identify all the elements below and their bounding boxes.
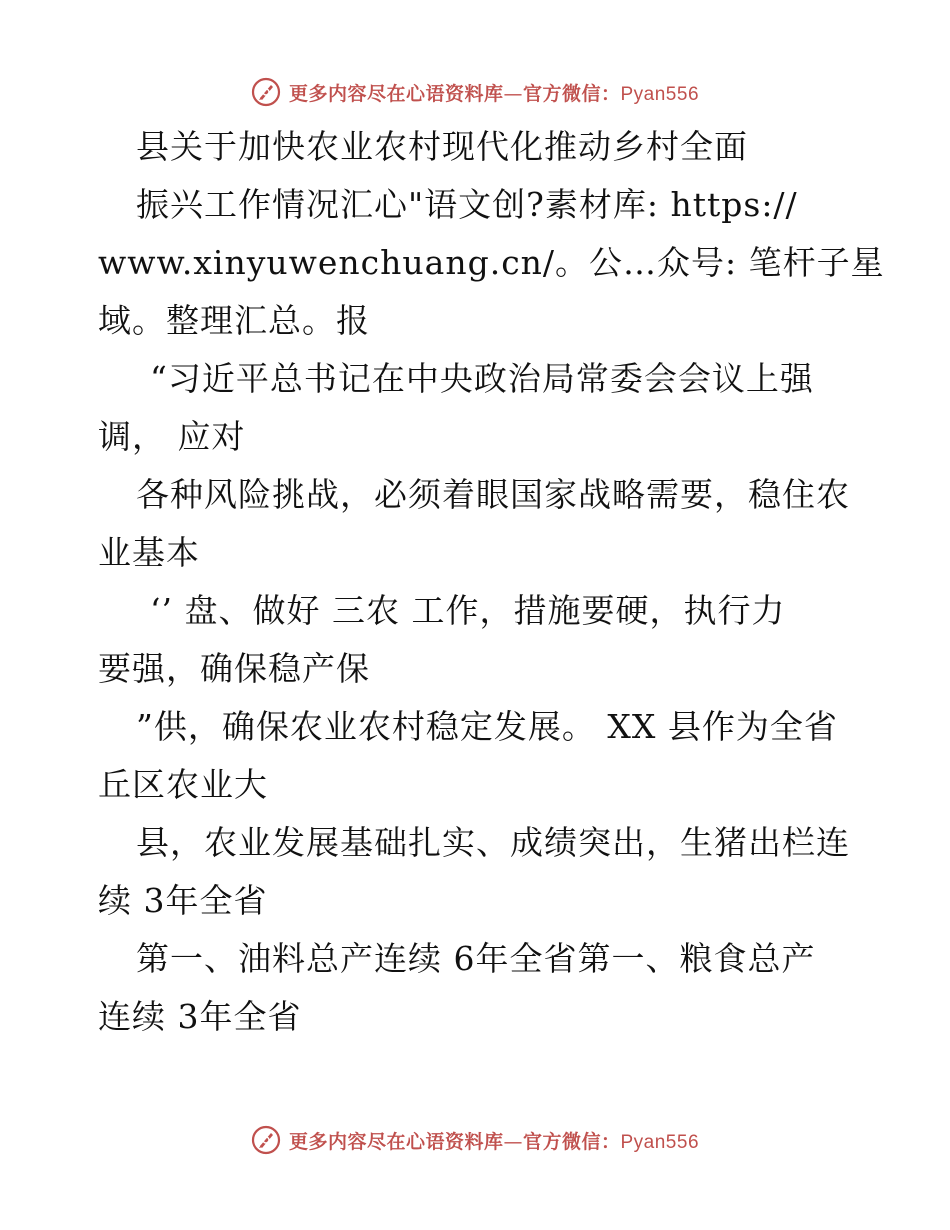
title-line-1: 县关于加快农业农村现代化推动乡村全面 [136, 127, 748, 166]
paragraph-line-13: 县，农业发展基础扎实、成绩突出，生猪出栏连 [136, 823, 850, 862]
header-banner-id: Pyan556 [620, 83, 700, 105]
paragraph-line-5: “习近平总书记在中央政治局常委会会议上强 [150, 359, 814, 398]
header-banner [0, 70, 950, 114]
paragraph-line-14: 续 3年全省 [98, 881, 268, 920]
footer-banner [0, 1118, 950, 1162]
title-line-3: www.xinyuwenchuang.cn/。公…众号: 笔杆子星 [98, 243, 885, 282]
paragraph-line-8: 业基本 [98, 533, 200, 572]
quill-logo-icon [251, 77, 281, 107]
header-banner-dash: — [503, 82, 523, 105]
footer-banner-dash: — [503, 1130, 523, 1153]
paragraph-line-15: 第一、油料总产连续 6年全省第一、粮食总产 [136, 939, 816, 978]
paragraph-line-12: 丘区农业大 [98, 765, 268, 804]
paragraph-line-16: 连续 3年全省 [98, 997, 302, 1036]
footer-banner-text [289, 1127, 699, 1154]
title-line-4: 域。整理汇总。报 [98, 301, 370, 340]
paragraph-line-10: 要强，确保稳产保 [98, 649, 370, 688]
quill-logo-icon [251, 1125, 281, 1155]
header-banner-title: 更多内容尽在心语资料库 [288, 82, 504, 105]
footer-banner-title: 更多内容尽在心语资料库 [288, 1130, 504, 1153]
document-body [98, 118, 885, 1046]
paragraph-line-11: ”供，确保农业农村稳定发展。 XX 县作为全省 [136, 707, 838, 746]
paragraph-line-9: ‘’ 盘、做好 三农 工作，措施要硬，执行力 [150, 591, 786, 630]
footer-banner-id: Pyan556 [620, 1131, 700, 1153]
paragraph-line-7: 各种风险挑战，必须着眼国家战略需要，稳住农 [136, 475, 850, 514]
title-line-2: 振兴工作情况汇心"语文创?素材库: https:// [136, 185, 798, 224]
paragraph-line-6: 调， 应对 [98, 417, 246, 456]
footer-banner-wechat: 官方微信： [522, 1130, 621, 1153]
header-banner-text [289, 79, 699, 106]
header-banner-wechat: 官方微信： [522, 82, 621, 105]
